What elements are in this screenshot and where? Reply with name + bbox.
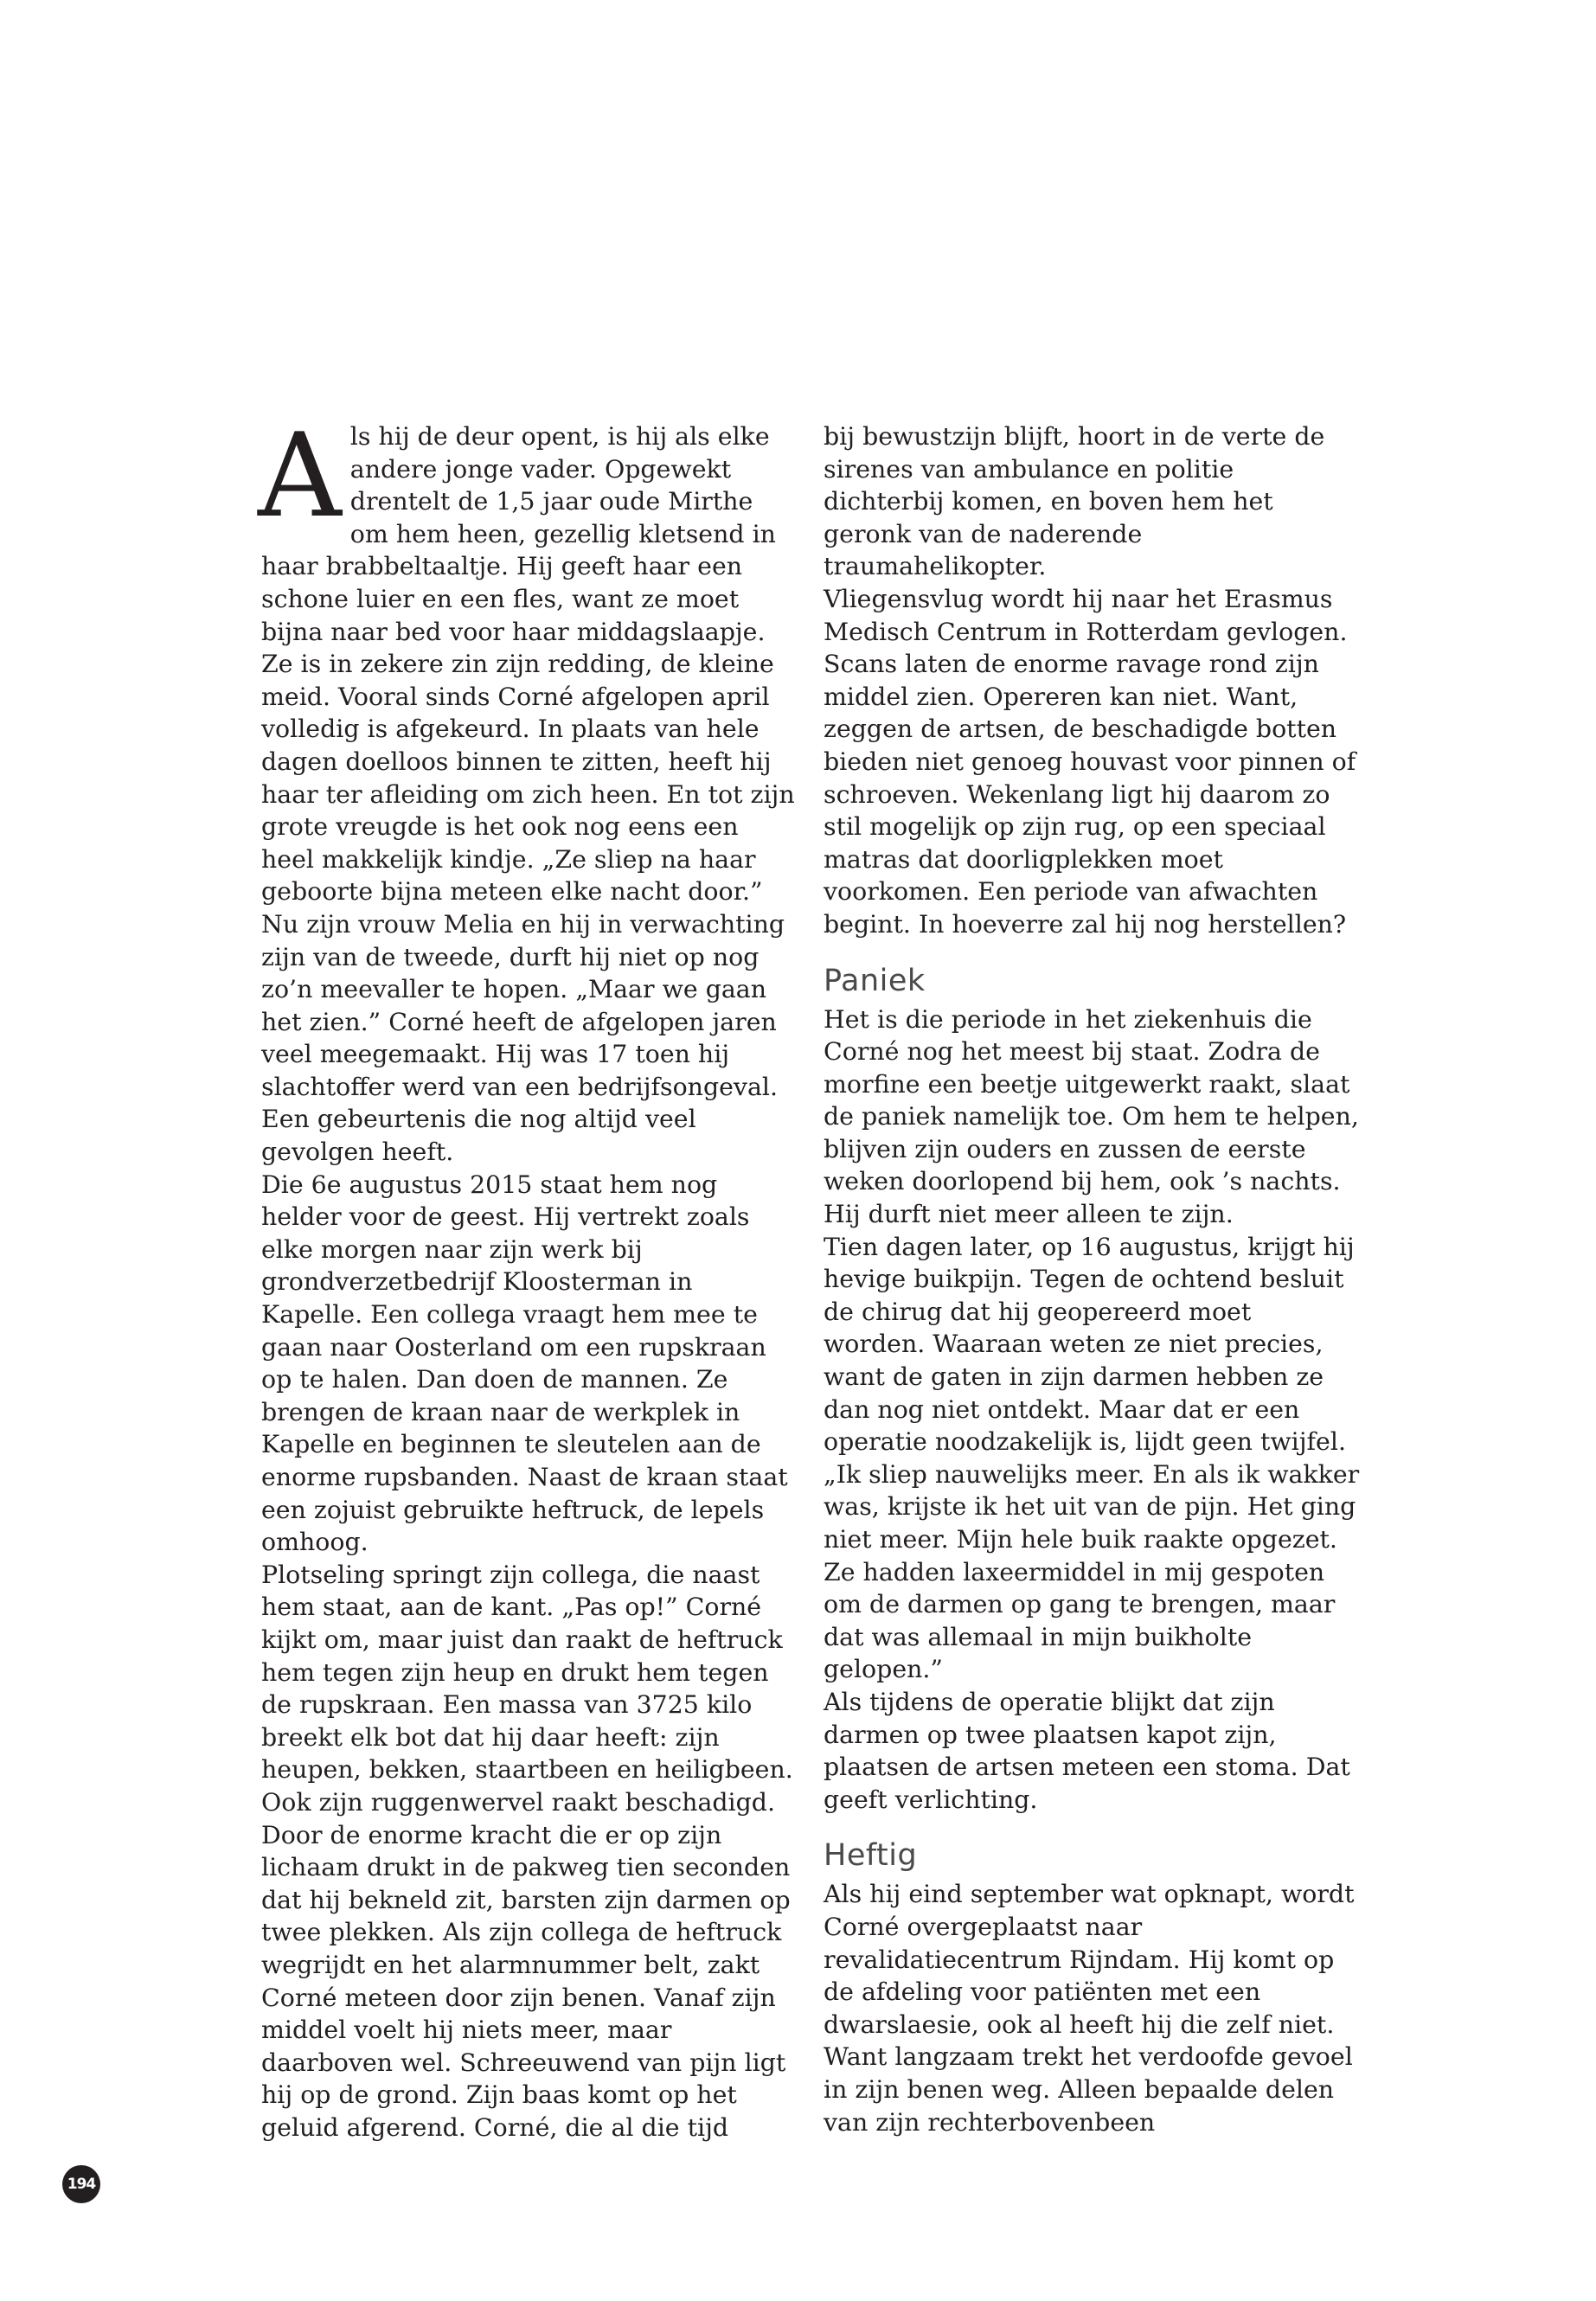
body-paragraph: Ze is in zekere zin zijn redding, de kleine meid. Vooral sinds Corné afgelopen april volledig is afgekeurd. In plaats van hele dagen doelloos binnen te zitten, heeft hij haar ter afleiding om zich heen. En tot zijn grote vreugde is het ook nog eens een heel makkelijk kindje. „Ze sliep na haar geboorte bijna meteen elke nacht door.” Nu zijn vrouw Melia en hij in verwachting zijn van de tweede, durft hij niet op nog zo’n meevaller te hopen. „Maar we gaan het zien.” Corné heeft de afgelopen jaren veel meegemaakt. Hij was 17 toen hij slachtoffer werd van een bedrijfsongeval. Een gebeurtenis die nog altijd veel gevolgen heeft. [261,650,795,1167]
section-heading-paniek: Paniek [824,963,926,998]
body-paragraph: Die 6e augustus 2015 staat hem nog helder voor de geest. Hij vertrekt zoals elke morgen naar zijn werk bij grondverzetbedrijf Kloosterman in Kapelle. Een collega vraagt hem mee te gaan naar Oosterland om een rupskraan op te halen. Dan doen de mannen. Ze brengen de kraan naar de werkplek in Kapelle en beginnen te sleutelen aan de enorme rupsbanden. Naast de kraan staat een zojuist gebruikte heftruck, de lepels omhoog. [261,1170,788,1557]
body-paragraph: Plotseling springt zijn collega, die naast hem staat, aan de kant. „Pas op!” Corné kijkt om, maar juist dan raakt de heftruck hem tegen zijn heup en drukt hem tegen de rupskraan. Een massa van 3725 kilo breekt elk bot dat hij daar heeft: zijn heupen, bekken, staartbeen en heiligbeen. Ook zijn ruggenwervel raakt beschadigd. Door de enorme kracht die er op zijn lichaam drukt in de pakweg tien seconden dat hij bekneld zit, barsten zijn darmen op twee plekken. Als zijn collega de heftruck wegrijdt en het alarmnummer belt, zakt Corné meteen door zijn benen. Vanaf zijn middel voelt hij niets meer, maar daarboven wel. Schreeuwend van pijn ligt hij op de grond. Zijn baas komt op het geluid afgerend. Corné, die al die tijd [261,1560,793,2142]
intro-paragraph [258,408,798,648]
body-paragraph: Het is die periode in het ziekenhuis die Corné nog het meest bij staat. Zodra de morfine een beetje uitgewerkt raakt, slaat de paniek namelijk toe. Om hem te helpen, blijven zijn ouders en zussen de eerste weken doorlopend bij hem, ook ’s nachts. Hij durft niet meer alleen te zijn. [824,1004,1359,1229]
body-paragraph: Vliegensvlug wordt hij naar het Erasmus Medisch Centrum in Rotterdam gevlogen. Scans laten de enorme ravage rond zijn middel zien. Opereren kan niet. Want, zeggen de artsen, de beschadigde botten bieden niet genoeg houvast voor pinnen of schroeven. Wekenlang ligt hij daarom zo stil mogelijk op zijn rug, op een speciaal matras dat doorligplekken moet voorkomen. Een periode van afwachten begint. In hoeverre zal hij nog herstellen? [824,584,1356,939]
page-number-badge: 194 [62,2165,100,2203]
drop-cap: A [258,408,342,543]
intro-paragraph-text: ls hij de deur opent, is hij als elke andere jonge vader. Opgewekt drentelt de 1,5 jaar oude Mirthe om hem heen, gezellig kletsend in haar brabbeltaaltje. Hij geeft haar een schone luier en een fles, want ze moet bijna naar bed voor haar middagslaapje. [261,422,776,646]
body-paragraph: Als hij eind september wat opknapt, wordt Corné overgeplaatst naar revalidatiecentrum Rijndam. Hij komt op de afdeling voor patiënten met een dwarslaesie, ook al heeft hij die zelf niet. Want langzaam trekt het verdoofde gevoel in zijn benen weg. Alleen bepaalde delen van zijn rechterbovenbeen [824,1880,1355,2137]
article-column-left [258,408,798,2144]
article-column-right [824,420,1360,2138]
body-paragraph: Tien dagen later, op 16 augustus, krijgt hij hevige buikpijn. Tegen de ochtend besluit de chirug dat hij geopereerd moet worden. Waaraan weten ze niet precies, want de gaten in zijn darmen hebben ze dan nog niet ontdekt. Maar dat er een operatie noodzakelijk is, lijdt geen twijfel. „Ik sliep nauwelijks meer. En als ik wakker was, krijste ik het uit van de pijn. Het ging niet meer. Mijn hele buik raakte opgezet. Ze hadden laxeermiddel in mij gespoten om de darmen op gang te brengen, maar dat was allemaal in mijn buikholte gelopen.” [824,1232,1360,1684]
section-heading-heftig: Heftig [824,1838,918,1874]
body-paragraph: Als tijdens de operatie blijkt dat zijn darmen op twee plaatsen kapot zijn, plaatsen de artsen meteen een stoma. Dat geeft verlichting. [824,1687,1350,1814]
body-paragraph: bij bewustzijn blijft, hoort in de verte de sirenes van ambulance en politie dichterbij komen, en boven hem het geronk van de naderende traumahelikopter. [824,422,1325,581]
